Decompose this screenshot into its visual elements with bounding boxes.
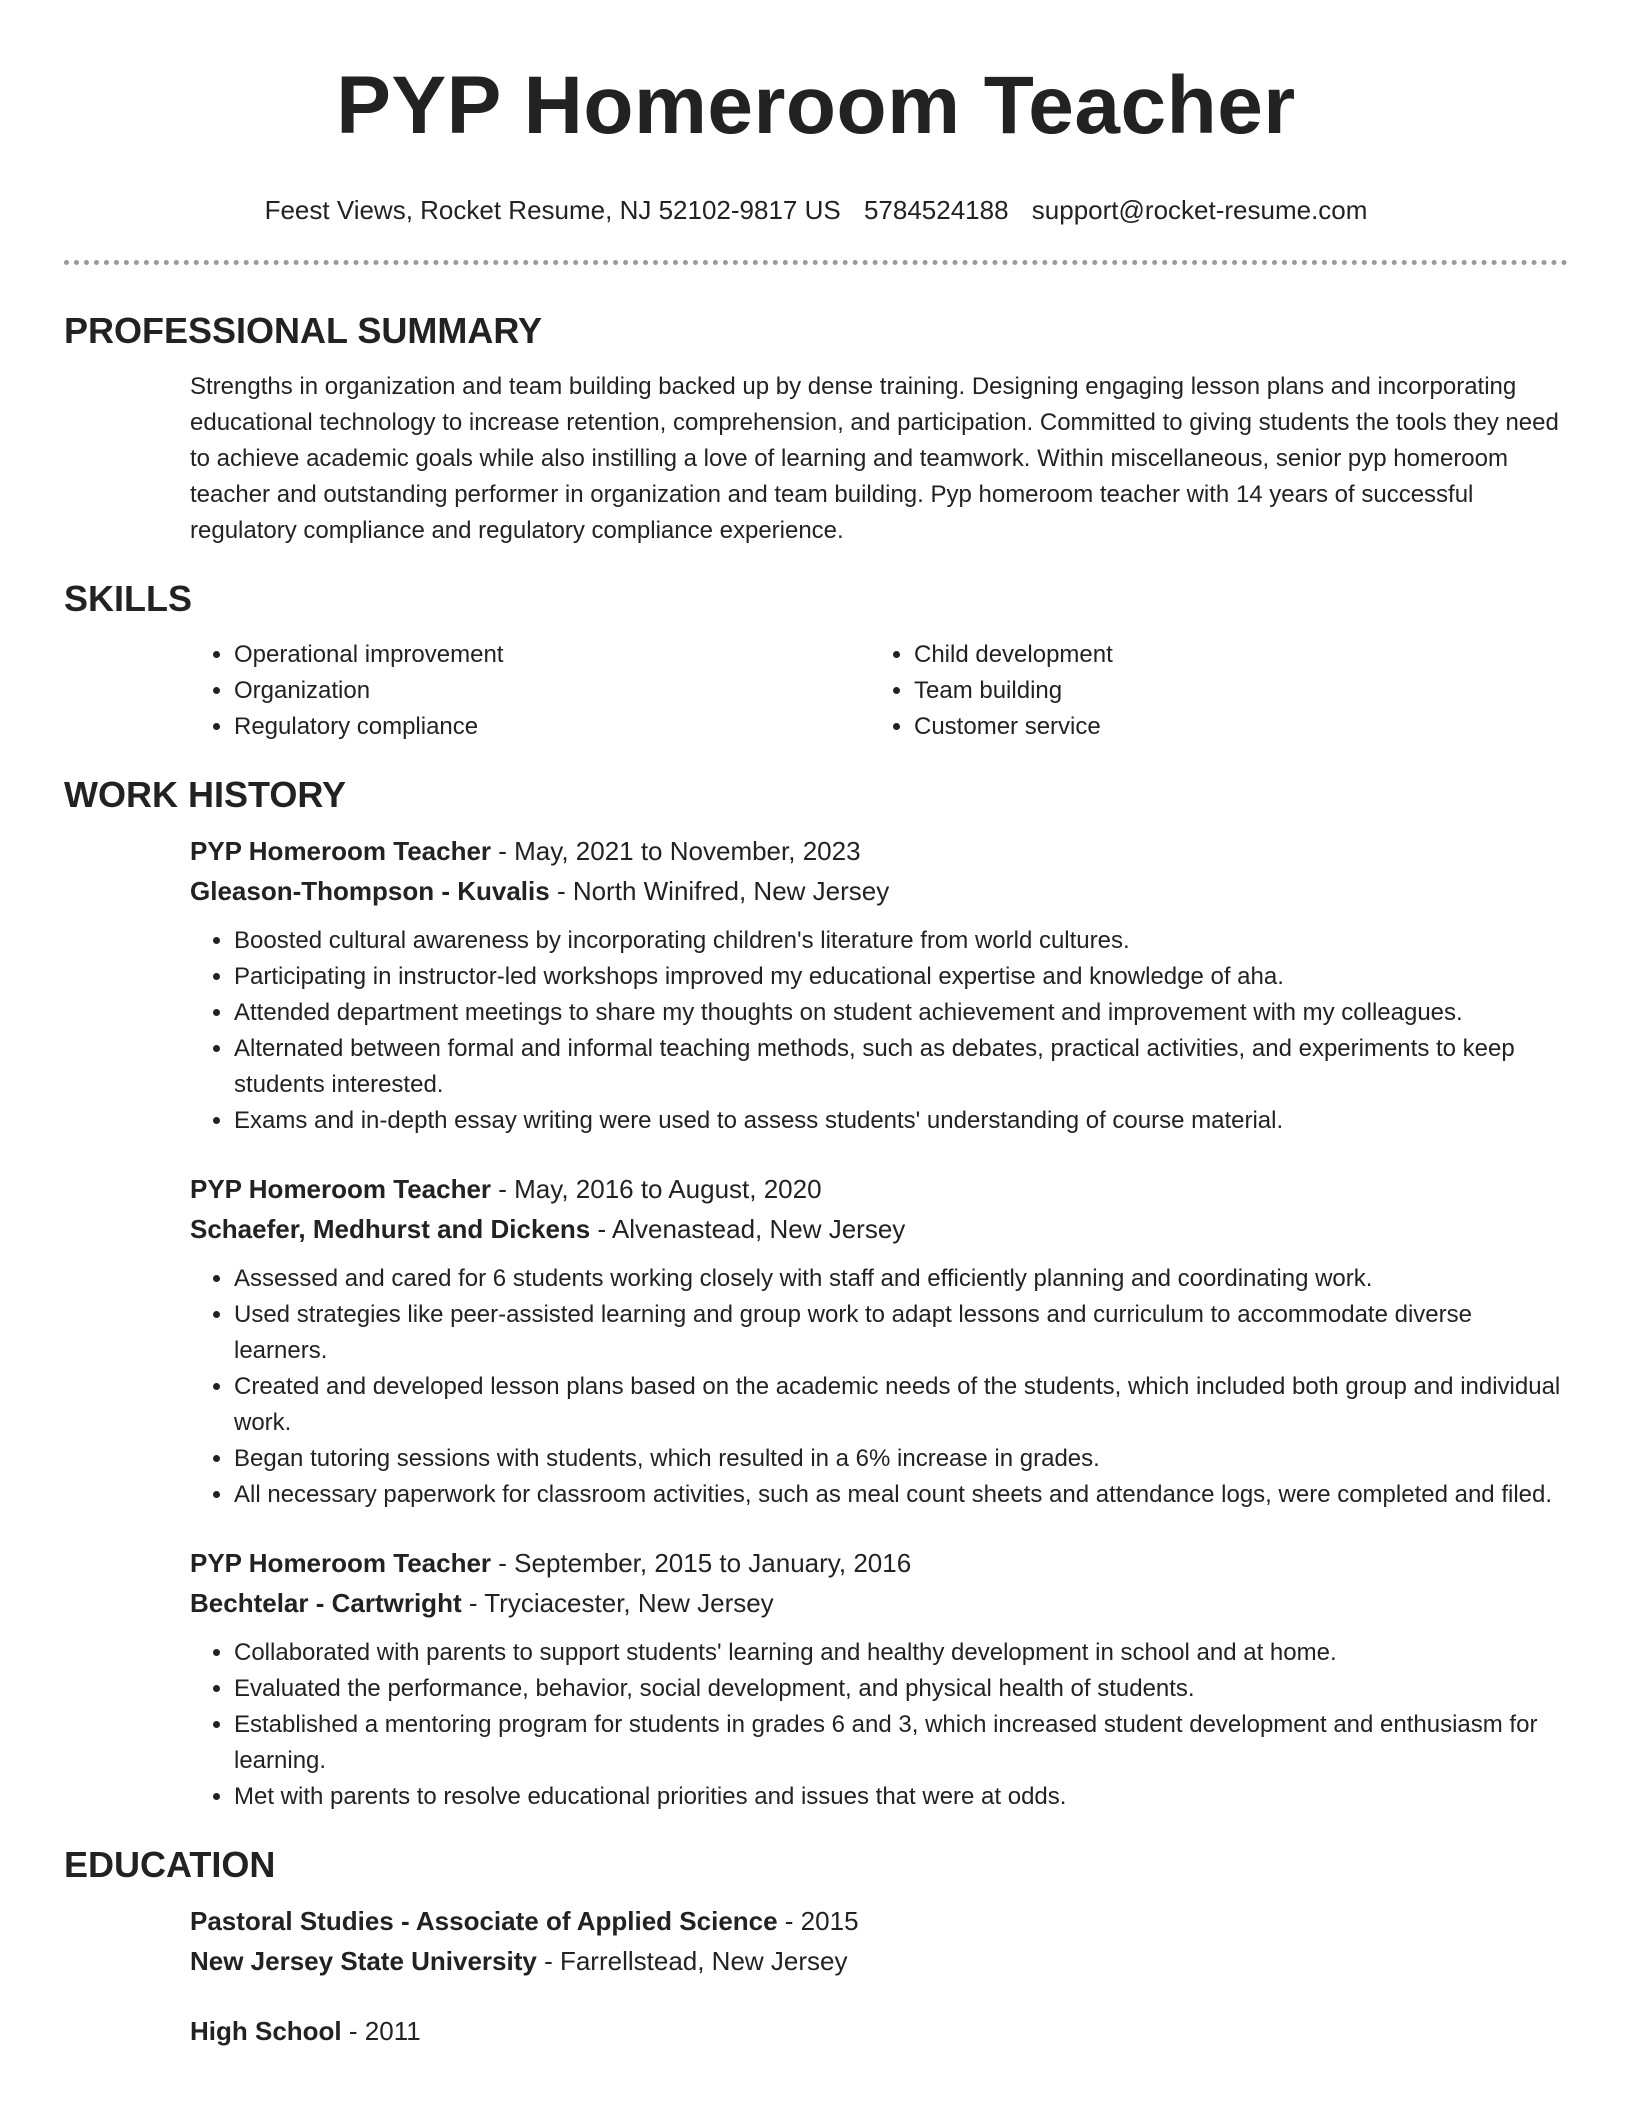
list-item: • Boosted cultural awareness by incorporating children's literature from world cultures. bbox=[234, 923, 1568, 959]
education-degree-line bbox=[190, 1901, 1568, 1941]
skills-list bbox=[190, 637, 1568, 745]
job-dates: - May, 2021 to November, 2023 bbox=[491, 836, 861, 866]
job-bullets bbox=[190, 1635, 1568, 1815]
skill-item: • Operational improvement bbox=[234, 637, 870, 673]
job-dates: - May, 2016 to August, 2020 bbox=[491, 1174, 822, 1204]
job-company-line bbox=[190, 871, 1568, 911]
skill-item: • Child development bbox=[914, 637, 1568, 673]
header-divider bbox=[64, 260, 1568, 265]
job-company: Bechtelar - Cartwright bbox=[190, 1588, 462, 1618]
list-item: • All necessary paperwork for classroom activities, such as meal count sheets and attendance logs, were completed and filed. bbox=[234, 1477, 1568, 1513]
job-bullets bbox=[190, 1261, 1568, 1513]
list-item: • Met with parents to resolve educational priorities and issues that were at odds. bbox=[234, 1779, 1568, 1815]
job-company: Gleason-Thompson - Kuvalis bbox=[190, 876, 550, 906]
skill-item: • Regulatory compliance bbox=[234, 709, 870, 745]
job-entry bbox=[190, 1169, 1568, 1513]
section-title-work-history: WORK HISTORY bbox=[64, 774, 347, 815]
contact-address: Feest Views, Rocket Resume, NJ 52102-9817 US bbox=[264, 195, 841, 225]
list-item: • Participating in instructor-led workshops improved my educational expertise and knowledge of aha. bbox=[234, 959, 1568, 995]
job-role: PYP Homeroom Teacher bbox=[190, 1548, 492, 1578]
job-bullets bbox=[190, 923, 1568, 1139]
list-item: • Collaborated with parents to support students' learning and healthy development in school and at home. bbox=[234, 1635, 1568, 1671]
summary-block bbox=[190, 369, 1568, 549]
job-entry bbox=[190, 831, 1568, 1139]
education-degree: High School bbox=[190, 2016, 342, 2046]
education-entry bbox=[190, 1901, 1568, 1981]
skills-column-right bbox=[870, 637, 1568, 745]
job-location: - Alvenastead, New Jersey bbox=[590, 1214, 906, 1244]
job-entry bbox=[190, 1543, 1568, 1815]
list-item: • Assessed and cared for 6 students working closely with staff and efficiently planning and coordinating work. bbox=[234, 1261, 1568, 1297]
education-school-line bbox=[190, 1941, 1568, 1981]
summary-text: Strengths in organization and team building backed up by dense training. Designing engaging lesson plans and incorporating educational technology to increase retention, comprehension, and participation. Committed to giving students the tools they need to achieve academic goals while also instilling a love of learning and teamwork. Within miscellaneous, senior pyp homeroom teacher and outstanding performer in organization and team building. Pyp homeroom teacher with 14 years of successful regulatory compliance and regulatory compliance experience. bbox=[190, 373, 1559, 544]
skills-column-left bbox=[190, 637, 870, 745]
job-title-line bbox=[190, 1543, 1568, 1583]
education-entry bbox=[190, 2011, 1568, 2051]
job-role: PYP Homeroom Teacher bbox=[190, 836, 492, 866]
list-item: • Established a mentoring program for students in grades 6 and 3, which increased student development and enthusiasm for learning. bbox=[234, 1707, 1568, 1779]
list-item: • Alternated between formal and informal teaching methods, such as debates, practical activities, and experiments to keep students interested. bbox=[234, 1031, 1568, 1103]
job-title-line bbox=[190, 831, 1568, 871]
job-dates: - September, 2015 to January, 2016 bbox=[491, 1548, 912, 1578]
education-year: - 2011 bbox=[341, 2016, 421, 2046]
education-year: - 2015 bbox=[777, 1906, 859, 1936]
section-title-education: EDUCATION bbox=[64, 1844, 276, 1885]
job-company: Schaefer, Medhurst and Dickens bbox=[190, 1214, 591, 1244]
list-item: • Created and developed lesson plans based on the academic needs of the students, which included both group and individual work. bbox=[234, 1369, 1568, 1441]
education-degree: Pastoral Studies - Associate of Applied Science bbox=[190, 1906, 778, 1936]
skill-item: • Customer service bbox=[914, 709, 1568, 745]
list-item: • Began tutoring sessions with students, which resulted in a 6% increase in grades. bbox=[234, 1441, 1568, 1477]
page-title: PYP Homeroom Teacher bbox=[336, 60, 1296, 151]
contact-phone: 5784524188 bbox=[863, 195, 1009, 225]
skill-item: • Team building bbox=[914, 673, 1568, 709]
job-location: - North Winifred, New Jersey bbox=[549, 876, 890, 906]
list-item: • Evaluated the performance, behavior, social development, and physical health of students. bbox=[234, 1671, 1568, 1707]
skill-item: • Organization bbox=[234, 673, 870, 709]
contact-info bbox=[64, 194, 1568, 226]
education-degree-line bbox=[190, 2011, 1568, 2051]
section-title-skills: SKILLS bbox=[64, 578, 193, 619]
list-item: • Used strategies like peer-assisted learning and group work to adapt lessons and curriculum to accommodate diverse learners. bbox=[234, 1297, 1568, 1369]
job-company-line bbox=[190, 1209, 1568, 1249]
education-school: New Jersey State University bbox=[190, 1946, 537, 1976]
list-item: • Exams and in-depth essay writing were used to assess students' understanding of course material. bbox=[234, 1103, 1568, 1139]
job-location: - Tryciacester, New Jersey bbox=[461, 1588, 774, 1618]
job-role: PYP Homeroom Teacher bbox=[190, 1174, 492, 1204]
section-title-summary: PROFESSIONAL SUMMARY bbox=[64, 310, 543, 351]
contact-email: support@rocket-resume.com bbox=[1031, 195, 1368, 225]
job-company-line bbox=[190, 1583, 1568, 1623]
list-item: • Attended department meetings to share my thoughts on student achievement and improvement with my colleagues. bbox=[234, 995, 1568, 1031]
education-location: - Farrellstead, New Jersey bbox=[536, 1946, 848, 1976]
job-title-line bbox=[190, 1169, 1568, 1209]
